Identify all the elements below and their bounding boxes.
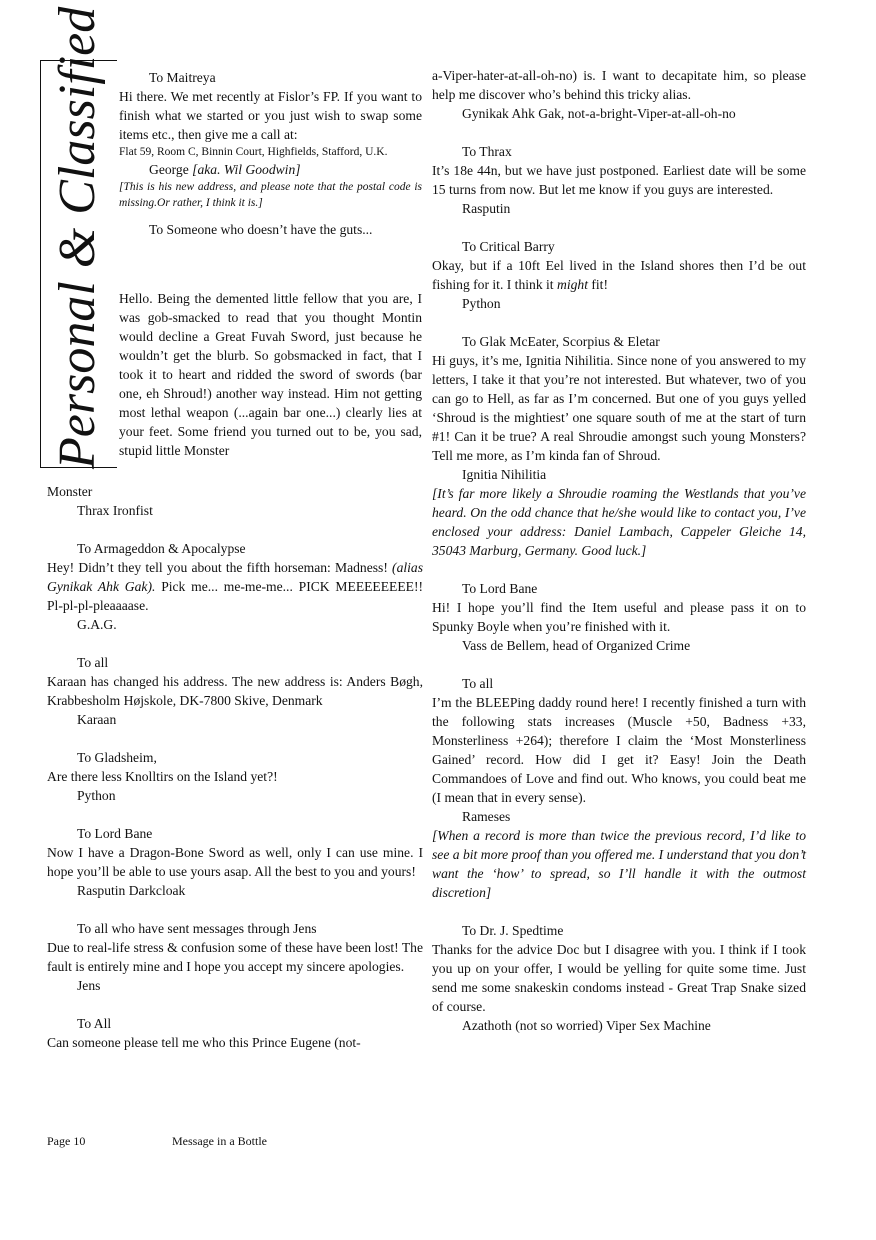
publication-title: Message in a Bottle: [172, 1134, 267, 1148]
msg-body: Hello. Being the demented little fellow that you are, I was gob-smacked to read that you thought Montin would decline a Great Fuvah Sword, just because he wouldn’t get the blurb. So gobsmacked in fact, that I took it to heart and ridded the sword of swords (bar one, eh Shroud!) another way instead. Him not getting most lethal weapon (...again bar one...) clearly lies at your feet. Some friend you turned out to be, you sad, stupid little Monster: [119, 291, 422, 458]
msg-heading: To all: [462, 676, 494, 691]
msg-body: Thanks for the advice Doc but I disagree with you. I think if I took you up on your offer, I would be yelling for quite some time. Just send me some snakeskin condoms instead - Great Trap Snake sized of course.: [432, 942, 806, 1014]
msg-sign: Gynikak Ahk Gak, not-a-bright-Viper-at-all-oh-no: [462, 106, 736, 121]
msg-body: Hi there. We met recently at Fislor’s FP. If you want to finish what we started or you just wish to swap some items etc., then give me a call at:: [119, 89, 422, 142]
section-title: Personal & Classified: [49, 6, 106, 469]
msg-body: Due to real-life stress & confusion some of these have been lost! The fault is entirely mine and I hope you accept my sincere apologies.: [47, 940, 423, 974]
msg-body: Hey! Didn’t they tell you about the fifth horseman: Madness! (alias Gynikak Ahk Gak). Pick me... me-me-me... PICK MEEEEEEEE!! Pl-pl-pl-pleaaaase.: [47, 560, 424, 613]
msg-body: Karaan has changed his address. The new address is: Anders Bøgh, Krabbesholm Højskole, DK-7800 Skive, Denmark: [47, 674, 423, 708]
msg-sign: Karaan: [77, 712, 117, 727]
editor-note: [When a record is more than twice the previous record, I’d like to see a bit more proof than you offered me. I understand that you don’t want the ‘how’ to spread, so I’ll handle it with the outmost discretion]: [432, 828, 806, 900]
msg-heading: To Armageddon & Apocalypse: [77, 541, 246, 556]
right-column: [432, 66, 806, 1035]
msg-heading: To Someone who doesn’t have the guts...: [149, 222, 373, 237]
left-column-narrow-2: [119, 289, 422, 480]
msg-sign: G.A.G.: [77, 617, 117, 632]
left-column-narrow: [119, 68, 422, 239]
msg-heading: To all: [77, 655, 109, 670]
msg-heading: To all who have sent messages through Jens: [77, 921, 317, 936]
msg-sign: Vass de Bellem, head of Organized Crime: [462, 638, 691, 653]
msg-body: I’m the BLEEPing daddy round here! I recently finished a turn with the following stats increases (Muscle +50, Badness +33, Monsterliness +264); therefore I claim the ‘Most Monsterliness Gained’ record. How did I get it? Easy! Join the Death Commandoes of Love and find out. Who knows, you could beat me (I mean that in every sense).: [432, 695, 806, 805]
msg-body: a-Viper-hater-at-all-oh-no) is. I want to decapitate him, so please help me discover who’s behind this tricky alias.: [432, 68, 806, 102]
page-number: Page 10: [47, 1134, 86, 1148]
msg-heading: To All: [77, 1016, 112, 1031]
msg-address: Flat 59, Room C, Binnin Court, Highfields, Stafford, U.K.: [119, 146, 388, 158]
msg-sign: George [aka. Wil Goodwin]: [149, 162, 301, 177]
msg-heading: To Glak McEater, Scorpius & Eletar: [462, 334, 660, 349]
msg-sign: Ignitia Nihilitia: [462, 467, 547, 482]
msg-body-end: Monster: [47, 484, 93, 499]
editor-note: [It’s far more likely a Shroudie roaming the Westlands that you’ve heard. On the odd chance that he/she would like to contact you, I’ve enclosed your address: Daniel Lambach, Cappeler Gleiche 14, 35043 Marburg, Germany. Good luck.]: [432, 486, 806, 558]
msg-heading: To Lord Bane: [77, 826, 153, 841]
msg-heading: To Maitreya: [149, 70, 216, 85]
msg-sign: Jens: [77, 978, 101, 993]
msg-heading: To Gladsheim,: [77, 750, 157, 765]
msg-heading: To Lord Bane: [462, 581, 538, 596]
msg-sign: Python: [462, 296, 501, 311]
msg-heading: To Critical Barry: [462, 239, 555, 254]
msg-body: Okay, but if a 10ft Eel lived in the Island shores then I’d be out fishing for it. I think it might fit!: [432, 258, 806, 292]
msg-sign: Thrax Ironfist: [77, 503, 153, 518]
msg-heading: To Thrax: [462, 144, 512, 159]
msg-sign: Rasputin Darkcloak: [77, 883, 186, 898]
msg-sign: Rameses: [462, 809, 511, 824]
msg-sign: Rasputin: [462, 201, 511, 216]
editor-note: [This is his new address, and please note that the postal code is missing.Or rather, I think it is.]: [119, 181, 422, 209]
msg-heading: To Dr. J. Spedtime: [462, 923, 564, 938]
msg-body: Are there less Knolltirs on the Island yet?!: [47, 769, 278, 784]
msg-body: It’s 18e 44n, but we have just postponed. Earliest date will be some 15 turns from now. But let me know if you guys are interested.: [432, 163, 806, 197]
msg-body: Hi guys, it’s me, Ignitia Nihilitia. Since none of you answered to my letters, I take it that you’re not interested. But whatever, two of you can go to Hell, as far as I’m concerned. But one of you guys yelled ‘Shroud is the mightiest’ one square south of me at the start of turn #1! Can it be true? A real Shroudie amongst such young Monsters? Tell me more, as I’m kinda fan of Shroud.: [432, 353, 806, 463]
left-column: [47, 482, 423, 1052]
msg-sign: Azathoth (not so worried) Viper Sex Machine: [462, 1018, 711, 1033]
msg-body: Can someone please tell me who this Prince Eugene (not-: [47, 1035, 361, 1050]
msg-body: Hi! I hope you’ll find the Item useful and please pass it on to Spunky Boyle when you’re finished with it.: [432, 600, 806, 634]
msg-body: Now I have a Dragon-Bone Sword as well, only I can use mine. I hope you’ll be able to use yours asap. All the best to you and yours!: [47, 845, 423, 879]
msg-sign: Python: [77, 788, 116, 803]
